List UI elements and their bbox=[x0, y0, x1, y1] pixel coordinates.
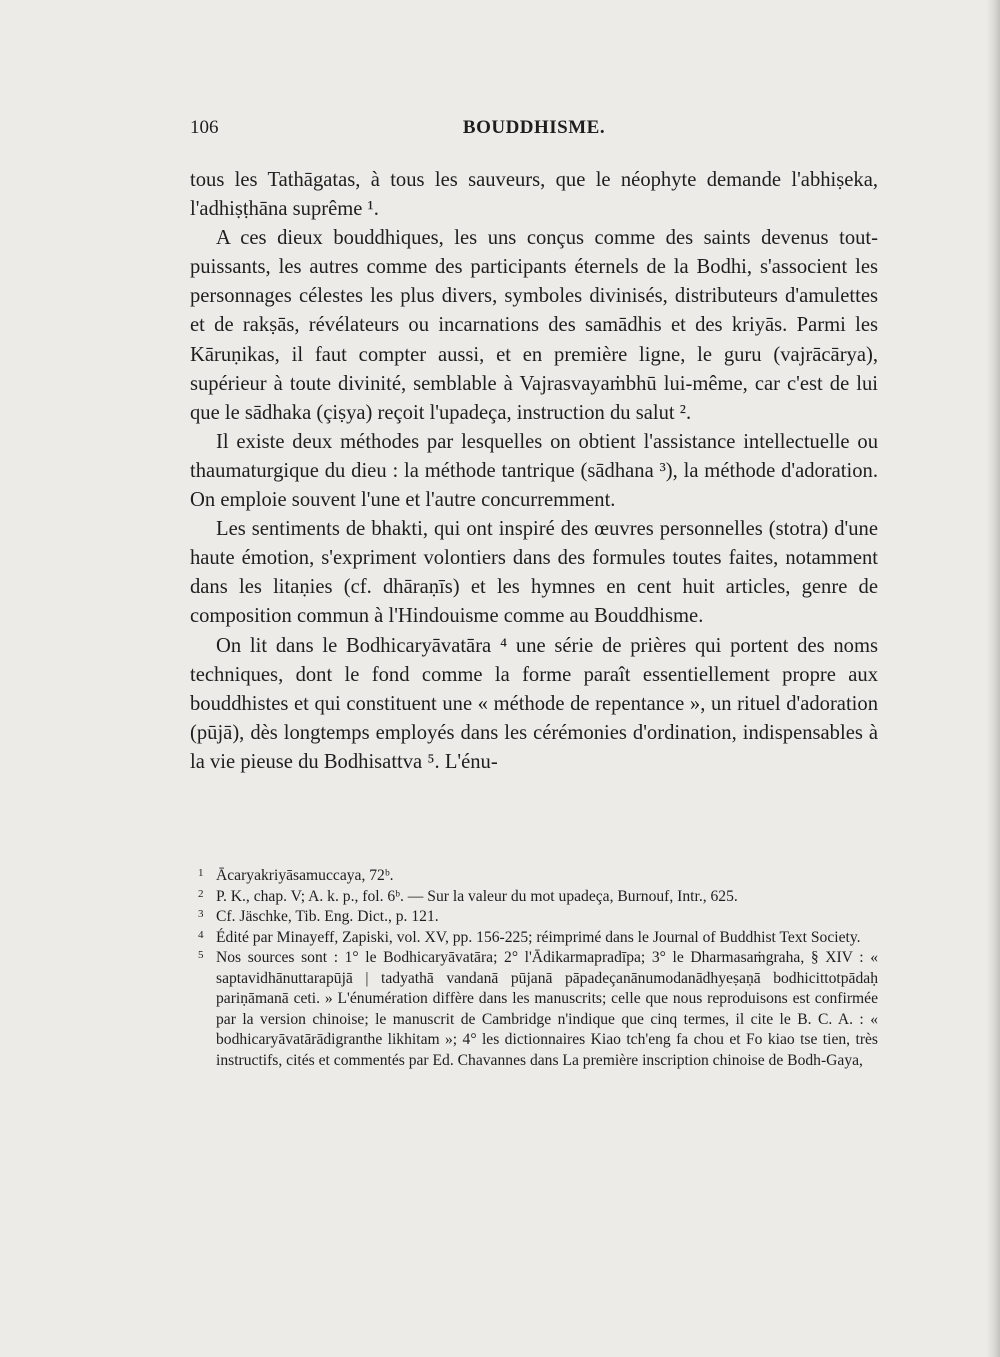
footnote-4 bbox=[190, 928, 878, 949]
footnote-text: Nos sources sont : 1° le Bodhicaryāvatāra; 2° l'Ādikarmapradīpa; 3° le Dharmasaṁgraha, § XIV : « saptavidhānuttarapūjā | tadyathā vandanā pūjanā pāpadeçanānumodanādhyeṣaṇā bodhicittotpādaḥ pariṇāmanā ceti. » L'énumération diffère dans les manuscrits; celle que nous reproduisons est confirmée par la version chinoise; le manuscrit de Cambridge n'indique que cinq termes, il cite le B. C. A. : « bodhicaryāvatārādigranthe likhitam »; 4° les dictionnaires Kiao tch'eng fa chou et Fo kiao tse tien, très instructifs, cités et commentés par Ed. Chavannes dans La première inscription chinoise de Bodh-Gaya, bbox=[216, 949, 878, 1069]
paragraph-2: A ces dieux bouddhiques, les uns conçus comme des saints devenus tout-puissants, les autres comme des participants éternels de la Bodhi, s'associent les personnages célestes les plus divers, symboles divinisés, distributeurs d'amulettes et de rakṣās, révélateurs ou incarnations des samādhis et des kriyās. Parmi les Kāruṇikas, il faut compter aussi, et en première ligne, le guru (vajrācārya), supérieur à toute divinité, semblable à Vajrasvayaṁbhū lui-même, car c'est de lui que le sādhaka (çiṣya) reçoit l'upadeça, instruction du salut ². bbox=[190, 227, 878, 424]
footnote-text: P. K., chap. V; A. k. p., fol. 6ᵇ. — Sur la valeur du mot upadeça, Burnouf, Intr., 625. bbox=[216, 887, 738, 905]
footnote-text: Édité par Minayeff, Zapiski, vol. XV, pp. 156-225; réimprimé dans le Journal of Buddhist Text Society. bbox=[216, 928, 861, 946]
paragraph-5: On lit dans le Bodhicaryāvatāra ⁴ une série de prières qui portent des noms techniques, dont le fond comme la forme paraît essentiellement propre aux bouddhistes et qui constituent une « méthode de repentance », un rituel d'adoration (pūjā), dès longtemps employés dans les cérémonies d'ordination, indispensables à la vie pieuse du Bodhisattva ⁵. L'énu- bbox=[190, 634, 878, 773]
footnote-mark: 2 bbox=[198, 887, 204, 900]
running-title: BOUDDHISME. bbox=[462, 117, 606, 138]
footnote-mark: 5 bbox=[198, 949, 204, 961]
footnote-mark: 1 bbox=[198, 867, 204, 879]
footnote-5 bbox=[190, 948, 878, 1071]
footnotes bbox=[190, 866, 878, 1071]
footnote-1 bbox=[190, 866, 878, 887]
main-text bbox=[190, 166, 878, 777]
footnote-text: Cf. Jäschke, Tib. Eng. Dict., p. 121. bbox=[216, 908, 439, 925]
footnote-3 bbox=[190, 907, 878, 928]
page-edge-shadow bbox=[986, 0, 1000, 1357]
footnote-mark: 3 bbox=[198, 908, 204, 920]
footnote-mark: 4 bbox=[198, 928, 204, 941]
paragraph-4: Les sentiments de bhakti, qui ont inspiré des œuvres personnelles (stotra) d'une haute émotion, s'expriment volontiers dans des formules toutes faites, notamment dans les litaṇies (cf. dhāraṇīs) et les hymnes en cent huit articles, genre de composition commun à l'Hindouisme comme au Bouddhisme. bbox=[190, 518, 878, 628]
paragraph-3: Il existe deux méthodes par lesquelles on obtient l'assistance intellectuelle ou thaumaturgique du dieu : la méthode tantrique (sādhana ³), la méthode d'adoration. On emploie souvent l'une et l'autre concurremment. bbox=[190, 430, 878, 512]
footnote-text: Ācaryakriyāsamuccaya, 72ᵇ. bbox=[216, 867, 394, 884]
page-header bbox=[190, 117, 878, 141]
page-number: 106 bbox=[190, 117, 219, 138]
footnote-2 bbox=[190, 887, 878, 908]
paragraph-1: tous les Tathāgatas, à tous les sauveurs, que le néophyte demande l'abhiṣeka, l'adhiṣṭhāna suprême ¹. bbox=[190, 169, 878, 221]
